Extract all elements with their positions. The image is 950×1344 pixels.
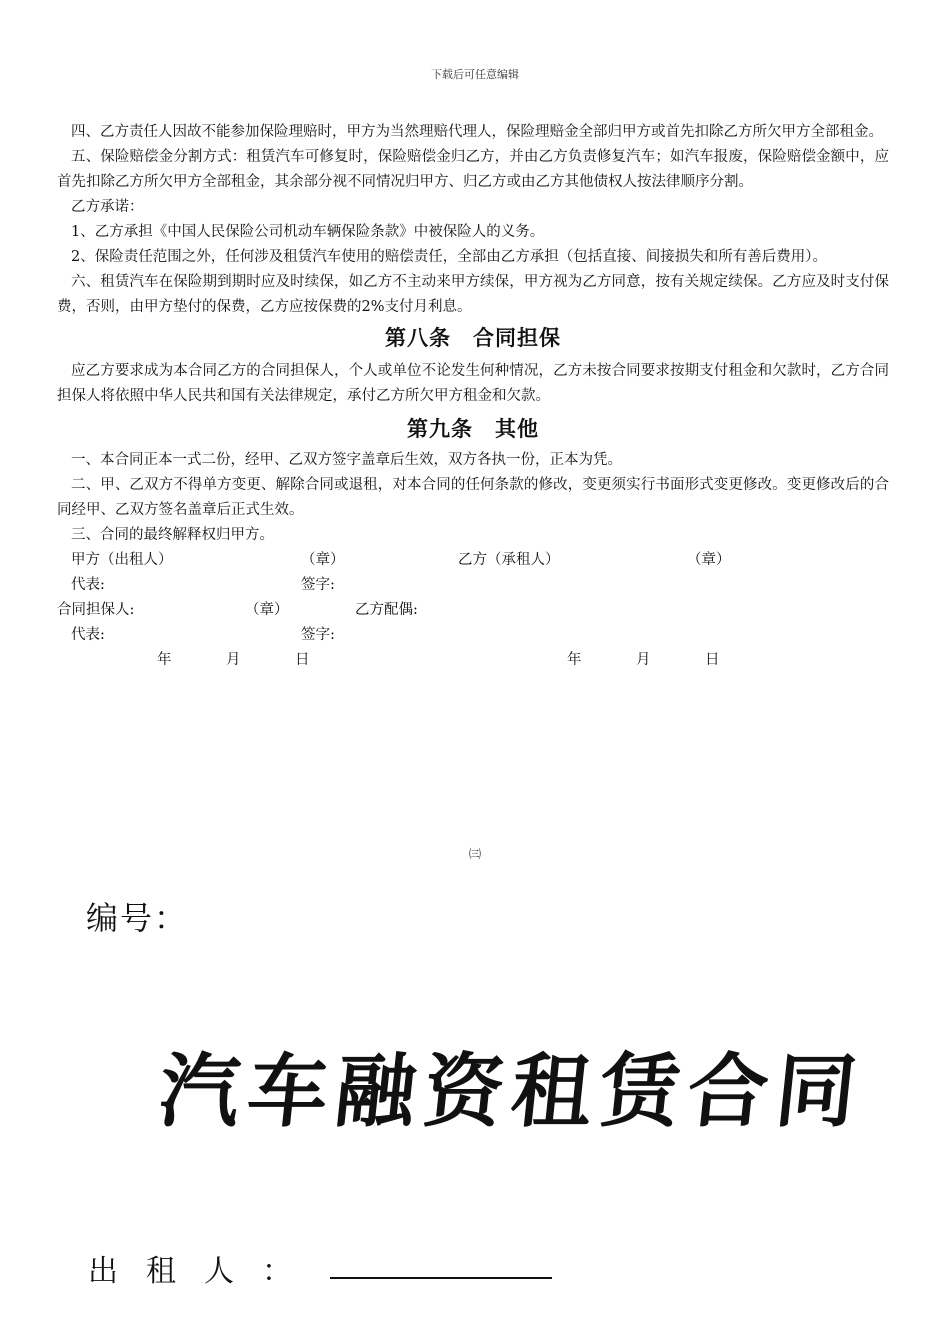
contract-body	[57, 120, 889, 673]
article-9-title: 第九条 其他	[407, 417, 539, 441]
page-marker: ㈢	[468, 847, 481, 861]
commitment-one: 1、乙方承担《中国人民保险公司机动车辆保险条款》中被保险人的义务。	[71, 224, 545, 240]
party-a-seal: （章）	[301, 552, 345, 568]
party-b-spouse-label: 乙方配偶:	[355, 602, 418, 618]
signature-label: 签字:	[301, 577, 335, 593]
contract-main-title: 汽车融资租赁合同	[155, 1044, 869, 1138]
signature-label-2: 签字:	[301, 627, 335, 643]
article-8-title: 第八条 合同担保	[385, 326, 561, 350]
signature-row-dates	[57, 648, 889, 673]
date-year-left: 年	[157, 652, 172, 668]
clause-five: 五、保险赔偿金分割方式：租赁汽车可修复时，保险赔偿金归乙方，并由乙方负责修复汽车；如汽车报废，保险赔偿金额中，应首先扣除乙方所欠甲方全部租金，其余部分视不同情况归甲方、归乙方或由乙方其他债权人按法律顺序分割。	[57, 149, 889, 190]
lessor-blank-line[interactable]	[330, 1277, 552, 1279]
header-note: 下载后可任意编辑	[431, 68, 519, 81]
clause-six: 六、租赁汽车在保险期到期时应及时续保，如乙方不主动来甲方续保，甲方视为乙方同意，按有关规定续保。乙方应及时支付保费，否则，由甲方垫付的保费，乙方应按保费的2%支付月利息。	[57, 274, 889, 315]
party-b-seal: （章）	[687, 552, 731, 568]
guarantor-seal: （章）	[245, 602, 289, 618]
representative-label-2: 代表:	[71, 627, 105, 643]
signature-row-rep-1	[57, 573, 889, 598]
signature-row-rep-2	[57, 623, 889, 648]
date-year-right: 年	[567, 652, 582, 668]
clause-four: 四、乙方责任人因故不能参加保险理赔时，甲方为当然理赔代理人，保险理赔金全部归甲方或首先扣除乙方所欠甲方全部租金。	[71, 124, 883, 140]
party-b-commitment-heading: 乙方承诺：	[71, 199, 144, 215]
guarantor-label: 合同担保人:	[57, 602, 135, 618]
article-8-text: 应乙方要求成为本合同乙方的合同担保人，个人或单位不论发生何种情况，乙方未按合同要求按期支付租金和欠款时，乙方合同担保人将依照中华人民共和国有关法律规定，承付乙方所欠甲方租金和欠款。	[57, 363, 889, 404]
signature-row-guarantor	[57, 598, 889, 623]
date-day-right: 日	[705, 652, 720, 668]
date-month-right: 月	[636, 652, 651, 668]
article-9-item-2: 二、甲、乙双方不得单方变更、解除合同或退租，对本合同的任何条款的修改，变更须实行书面形式变更修改。变更修改后的合同经甲、乙双方签名盖章后正式生效。	[57, 477, 889, 518]
article-9-item-1: 一、本合同正本一式二份，经甲、乙双方签字盖章后生效，双方各执一份，正本为凭。	[71, 452, 622, 468]
contract-number-label: 编号：	[86, 899, 189, 937]
commitment-two: 2、保险责任范围之外，任何涉及租赁汽车使用的赔偿责任，全部由乙方承担（包括直接、间接损失和所有善后费用）。	[71, 249, 827, 265]
representative-label: 代表:	[71, 577, 105, 593]
party-a-label: 甲方（出租人）	[71, 552, 173, 568]
date-month-left: 月	[226, 652, 241, 668]
party-b-label: 乙方（承租人）	[458, 552, 560, 568]
lessor-label: 出租人：	[88, 1254, 320, 1289]
signature-row-parties	[57, 548, 889, 573]
date-day-left: 日	[295, 652, 310, 668]
article-9-item-3: 三、合同的最终解释权归甲方。	[71, 527, 274, 543]
